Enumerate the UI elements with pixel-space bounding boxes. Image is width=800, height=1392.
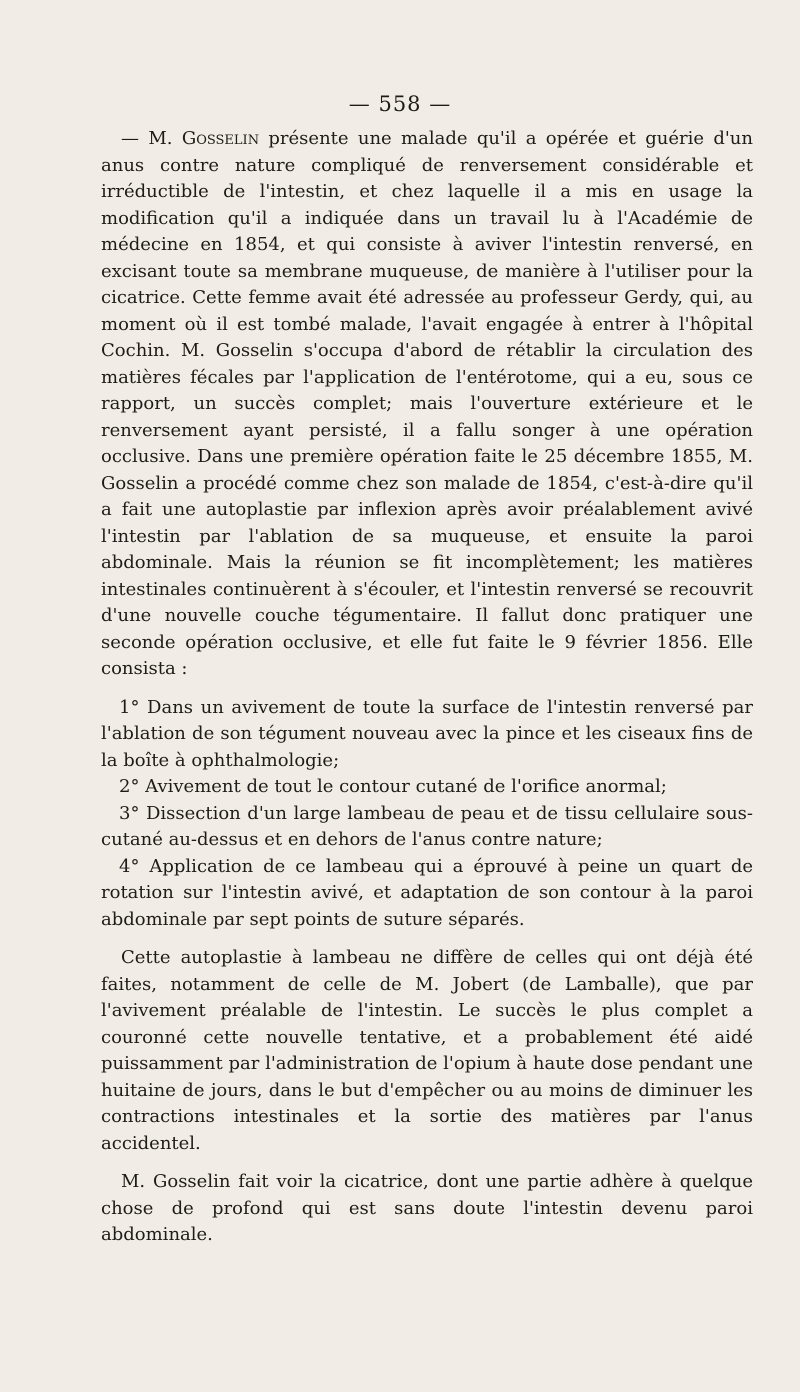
paragraph-cicatrice: M. Gosselin fait voir la cicatrice, dont une partie adhère à quelque chose de profond qui est sans doute l'intestin devenu paroi abdominale. [101,1171,753,1245]
list-item-2: 2° Avivement de tout le contour cutané de l'orifice anormal; [119,776,667,797]
paragraph-autoplastie: Cette autoplastie à lambeau ne diffère de celles qui ont déjà été faites, notamment de celle de M. Jobert (de Lamballe), que par l'avivement préalable de l'intestin. Le succès le plus complet a couronné cette nouvelle tentative, et a probablement été aidé puissamment par l'administration de l'opium à haute dose pendant une huitaine de jours, dans le but d'empêcher ou au moins de diminuer les contractions intestinales et la sortie des matières par l'anus accidentel. [101,947,753,1154]
page-number: — 558 — [348,92,452,116]
body-text [101,126,753,1249]
paragraph-presentation [101,126,753,683]
list-item-1: 1° Dans un avivement de toute la surface de l'intestin renversé par l'ablation de son tégument nouveau avec la pince et les ciseaux fins de la boîte à ophthalmologie; [101,696,753,771]
list-item-4: 4° Application de ce lambeau qui a éprouvé à peine un quart de rotation sur l'intestin avivé, et adaptation de son contour à la paroi abdominale par sept points de suture séparés. [101,855,753,930]
author-name: Gosselin [181,128,260,149]
paragraph-lead: — M. [121,128,182,149]
list-item-3: 3° Dissection d'un large lambeau de peau et de tissu cellulaire sous-cutané au-dessus et en dehors de l'anus contre nature; [101,802,753,850]
paragraph-text: présente une malade qu'il a opérée et guérie d'un anus contre nature compliqué de renversement considérable et irréductible de l'intestin, et chez laquelle il a mis en usage la modification qu'il a indiquée dans un travail lu à l'Académie de médecine en 1854, et qui consiste à aviver l'intestin renversé, en excisant toute sa membrane muqueuse, de manière à l'utiliser pour la cicatrice. Cette femme avait été adressée au professeur Gerdy, qui, au moment où il est tombé malade, l'avait engagée à entrer à l'hôpital Cochin. M. Gosselin s'occupa d'abord de rétablir la circulation des matières fécales par l'application de l'entérotome, qui a eu, sous ce rapport, un succès complet; mais l'ouverture extérieure et le renversement ayant persisté, il a fallu songer à une opération occlusive. Dans une première opération faite le 25 décembre 1855, M. Gosselin a procédé comme chez son malade de 1854, c'est-à-dire qu'il a fait une autoplastie par inflexion après avoir préalablement avivé l'intestin par l'ablation de sa muqueuse, et ensuite la paroi abdominale. Mais la réunion se fit incomplètement; les matières intestinales continuèrent à s'écouler, et l'intestin renversé se recouvrit d'une nouvelle couche tégumentaire. Il fallut donc pratiquer une seconde opération occlusive, et elle fut faite le 9 février 1856. Elle consista : [101,128,753,679]
